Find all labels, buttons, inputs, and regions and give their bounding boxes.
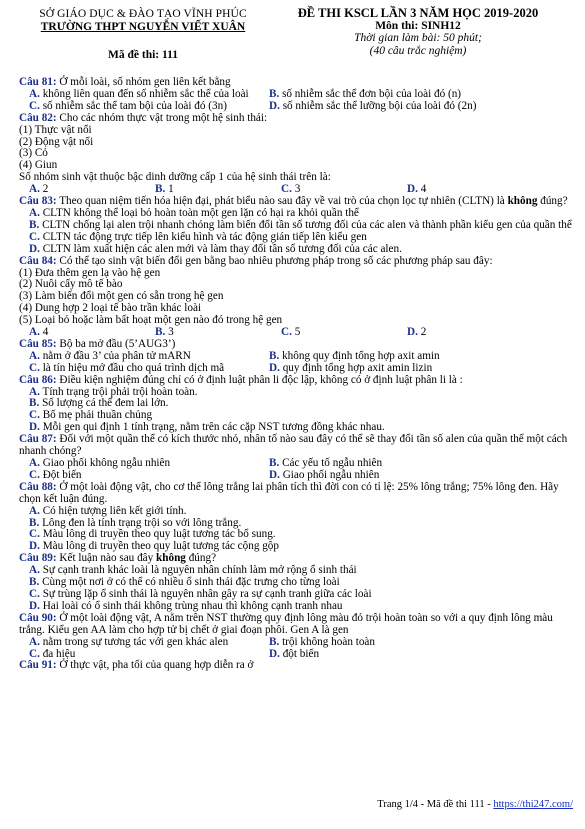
list-item: (5) Loại bỏ hoặc làm bất hoạt một gen nào đó trong hệ gen [19, 314, 283, 327]
option-text: CLTN chống lại alen trội nhanh chóng làm biến đổi tần số tương đối của các alen và thành phần kiểu gen của quần thể [39, 218, 572, 231]
option-label: D. [407, 326, 418, 339]
option-text: 5 [291, 326, 301, 339]
question-emphasis: không [507, 195, 538, 208]
option-text: CLTN không thể loại bỏ hoàn toàn một gen lặn có hại ra khỏi quần thể [39, 206, 359, 219]
option-text: 4 [417, 183, 427, 196]
question-stem: Đối với một quần thể có kích thước nhỏ, nhân tố nào sau đây có thể sẽ thay đổi tần số alen của quần thể một cách nhanh chóng? [19, 433, 568, 458]
question-number: Câu 83: [19, 195, 57, 208]
question-stem-end: đúng? [537, 195, 568, 208]
option-text: đa hiệu [39, 647, 76, 660]
option-text: không quy định tổng hợp axit amin [279, 349, 440, 362]
option-label: A. [29, 504, 40, 517]
option-label: D. [269, 647, 280, 660]
option-text: Đột biến [39, 468, 82, 481]
question-stem: Bộ ba mở đầu (5’AUG3’) [56, 337, 176, 350]
question-stem-end: đúng? [185, 552, 217, 565]
option-label: C. [29, 528, 40, 541]
page-footer [377, 799, 573, 810]
question-prompt: Số nhóm sinh vật thuộc bậc dinh dưỡng cấp 1 của hệ sinh thái trên là: [19, 171, 331, 184]
option-label: B. [269, 349, 280, 362]
option-text: trội không hoàn toàn [279, 635, 375, 648]
option-text: nằm trong sự tương tác với gen khác alen [39, 635, 229, 648]
option-label: C. [29, 409, 40, 422]
option-text: không liên quan đến số nhiễm sắc thể của loài [39, 87, 249, 100]
option-label: B. [269, 87, 280, 100]
option-text: 3 [165, 326, 174, 339]
question-number: Câu 84: [19, 254, 57, 267]
option-text: 1 [165, 183, 174, 196]
question-number: Câu 90: [19, 611, 57, 624]
option-label: C. [29, 587, 40, 600]
option-text: 3 [291, 183, 301, 196]
option-label: A. [29, 183, 40, 196]
option-label: B. [269, 635, 280, 648]
option-text: Số lượng cá thể đem lai lớn. [39, 397, 169, 410]
question-91 [19, 660, 575, 672]
question-82 [19, 113, 575, 125]
question-number: Câu 81: [19, 76, 57, 88]
option-text: Giao phối không ngẫu nhiên [39, 457, 171, 469]
option-label: C. [29, 361, 40, 374]
option-text: 2 [417, 326, 427, 339]
option-label: D. [269, 99, 280, 112]
option-label: D. [269, 361, 280, 374]
option-text: là tín hiệu mở đầu cho quá trình dịch mã [39, 361, 225, 374]
option-label: A. [29, 564, 40, 577]
option-text: Bố mẹ phải thuần chủng [39, 409, 153, 422]
question-number: Câu 86: [19, 373, 57, 386]
option-text: 2 [39, 183, 49, 196]
option-text: Màu lông di truyền theo quy luật tương tác cộng gộp [39, 540, 279, 553]
question-emphasis: không [156, 552, 186, 565]
option-text: Tính trạng trội phải trội hoàn toàn. [39, 385, 198, 398]
question-count: (40 câu trắc nghiệm) [369, 44, 467, 57]
list-item: (2) Nuôi cấy mô tế bào [19, 278, 123, 291]
option-label: A. [29, 385, 40, 398]
question-number: Câu 91: [19, 659, 57, 672]
question-number: Câu 85: [19, 337, 57, 350]
option-label: D. [269, 468, 280, 481]
header-right [262, 7, 574, 57]
question-stem: Ở mỗi loài, số nhóm gen liên kết bằng [56, 76, 231, 88]
exam-time: Thời gian làm bài: 50 phút; [354, 32, 482, 45]
question-88 [19, 482, 575, 506]
option-label: D. [29, 540, 40, 553]
option-label: A. [29, 87, 40, 100]
option-text: CLTN làm xuất hiện các alen mới và làm thay đổi tần số tương đối của các alen. [39, 242, 402, 255]
question-87 [19, 434, 575, 458]
option-text: Mỗi gen qui định 1 tính trạng, nằm trên các cặp NST tương đồng khác nhau. [39, 421, 385, 434]
option-label: C. [281, 183, 292, 196]
option-label: B. [29, 516, 40, 529]
list-item: (2) Động vật nổi [19, 135, 94, 148]
question-number: Câu 82: [19, 111, 57, 124]
option-text: số nhiễm sắc thể đơn bội của loài đó (n) [279, 87, 462, 100]
list-item: (1) Thực vật nổi [19, 123, 92, 136]
option-label: D. [29, 242, 40, 255]
option-label: A. [29, 635, 40, 648]
option-label: B. [269, 457, 280, 469]
question-stem: Ở một loài động vật, cho cơ thể lông trắng lai phân tích thì đời con có tỉ lệ: 25% lông trắng; 75% lông đen. Hãy chọn kết luận đúng. [19, 480, 559, 505]
question-84 [19, 256, 575, 268]
option-label: C. [29, 230, 40, 243]
question-stem: Điều kiện nghiệm đúng chỉ có ở định luật phân li độc lập, không có ở định luật phân li là : [56, 373, 463, 386]
option-text: nằm ở đầu 3’ của phân tử mARN [39, 349, 191, 362]
option-label: D. [407, 183, 418, 196]
list-item: (4) Dung hợp 2 loại tế bào trần khác loài [19, 302, 202, 315]
header-left [28, 8, 258, 62]
question-number: Câu 89: [19, 552, 57, 565]
option-label: D. [29, 599, 40, 612]
exam-title: ĐỀ THI KSCL LẦN 3 NĂM HỌC 2019-2020 [297, 6, 539, 20]
question-stem: Ở một loài động vật, A nằm trên NST thường quy định lông màu đỏ trội hoàn toàn so với a quy định lông màu trắng. Kiểu gen AA làm cho hợp tử bị chết ở giai đoạn phôi. Gen A là gen [19, 611, 553, 636]
questions [19, 77, 575, 672]
option-label: C. [29, 468, 40, 481]
option-text: CLTN tác động trực tiếp lên kiểu hình và tác động gián tiếp lên kiểu gen [39, 230, 367, 243]
option-label: C. [29, 99, 40, 112]
question-stem: Cho các nhóm thực vật trong một hệ sinh thái: [56, 111, 268, 124]
list-item: (3) Làm biến đổi một gen có sẵn trong hệ gen [19, 290, 224, 303]
option-text: Sự cạnh tranh khác loài là nguyên nhân chính làm mở rộng ổ sinh thái [39, 564, 357, 577]
option-label: A. [29, 349, 40, 362]
option-label: B. [155, 326, 166, 339]
option-text: số nhiễm sắc thể tam bội của loài đó (3n) [39, 99, 227, 112]
option-text: Có hiện tượng liên kết giới tính. [39, 504, 187, 517]
option-label: A. [29, 206, 40, 219]
footer-text: Trang 1/4 - Mã đề thi 111 - [377, 799, 494, 810]
department-name: SỞ GIÁO DỤC & ĐÀO TẠO VĨNH PHÚC [39, 8, 247, 20]
option-label: B. [155, 183, 166, 196]
option-text: đột biến [279, 647, 320, 660]
option-text: Cùng một nơi ở có thể có nhiều ổ sinh thái đặc trưng cho từng loài [39, 576, 340, 589]
footer-link[interactable]: https://thi247.com/ [493, 799, 573, 810]
option-text: Màu lông di truyền theo quy luật tương tác bổ sung. [39, 528, 276, 541]
list-item: (4) Giun [19, 159, 58, 172]
exam-subject: Môn thi: SINH12 [375, 19, 461, 32]
option-label: A. [29, 326, 40, 339]
option-text: Hai loài có ổ sinh thái không trùng nhau thì không cạnh tranh nhau [39, 599, 343, 612]
list-item: (1) Đưa thêm gen lạ vào hệ gen [19, 266, 161, 279]
option-label: B. [29, 397, 40, 410]
question-stem: Kết luận nào sau đây [56, 552, 157, 565]
exam-code: Mã đề thi: 111 [108, 49, 178, 61]
option-label: B. [29, 576, 40, 589]
option-label: B. [29, 218, 40, 231]
question-90 [19, 613, 575, 637]
question-stem: Ở thực vật, pha tối của quang hợp diễn ra ở [56, 659, 254, 672]
list-item: (3) Cỏ [19, 147, 48, 160]
option-label: A. [29, 457, 40, 469]
option-text: 4 [39, 326, 49, 339]
question-number: Câu 87: [19, 433, 57, 446]
school-name: TRƯỜNG THPT NGUYỄN VIẾT XUÂN [40, 21, 246, 33]
option-text: Các yếu tố ngẫu nhiên [279, 457, 383, 469]
option-text: số nhiễm sắc thể lưỡng bội của loài đó (2n) [279, 99, 477, 112]
option-label: C. [29, 647, 40, 660]
question-number: Câu 88: [19, 480, 57, 493]
option-text: quy định tổng hợp axit amin lizin [279, 361, 433, 374]
option-label: C. [281, 326, 292, 339]
question-stem: Có thể tạo sinh vật biến đổi gen bằng bao nhiêu phương pháp trong số các phương pháp sau đây: [56, 254, 493, 267]
option-text: Lông đen là tính trạng trội so với lông trắng. [39, 516, 242, 529]
option-text: Sự trùng lặp ổ sinh thái là nguyên nhân gây ra sự cạnh tranh giữa các loài [39, 587, 372, 600]
option-text: Giao phối ngẫu nhiên [279, 468, 380, 481]
option-label: D. [29, 421, 40, 434]
question-stem: Theo quan niệm tiến hóa hiện đại, phát biểu nào sau đây về vai trò của chọn lọc tự nhiên (CLTN) là [56, 195, 505, 208]
